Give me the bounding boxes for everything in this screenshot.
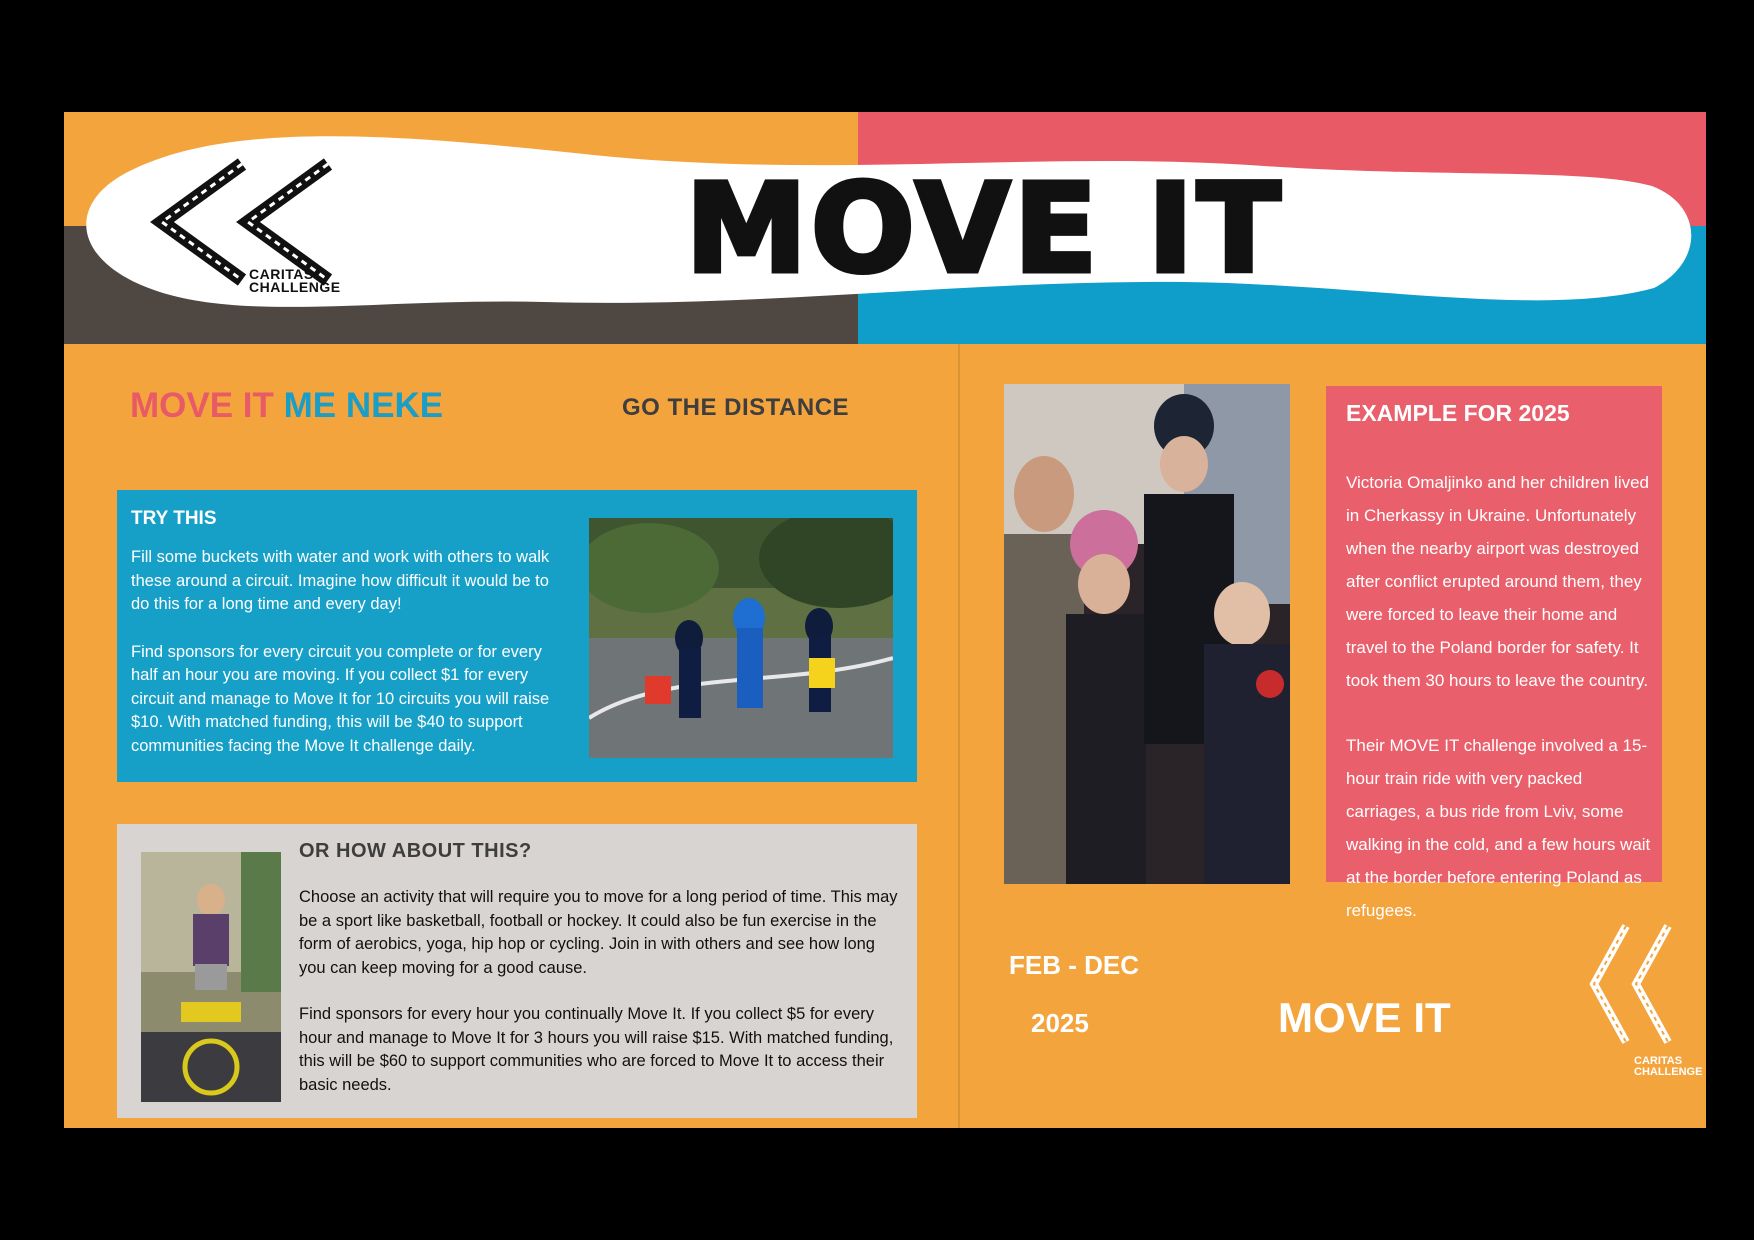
try-this-body bbox=[131, 546, 561, 782]
how-about-para2: Find sponsors for every hour you continually Move It. If you collect $5 for every hour and manage to Move It for 3 hours you will raise $15. With matched funding, this will be $60 to support communities who are forced to Move It to access their basic needs. bbox=[299, 1005, 894, 1094]
how-about-panel bbox=[117, 824, 917, 1118]
page-title: MOVE IT bbox=[685, 158, 1285, 300]
footer-logo-line1: CARITAS bbox=[1634, 1055, 1683, 1067]
family-photo bbox=[1004, 384, 1290, 884]
try-this-para1: Fill some buckets with water and work with others to walk these around a circuit. Imagine how difficult it would be to do this for a long time and every day! bbox=[131, 548, 550, 613]
example-body bbox=[1346, 466, 1656, 959]
how-about-para1: Choose an activity that will require you to move for a long period of time. This may be a sport like basketball, football or hockey. It could also be fun exercise in the form of aerobics, yoga, hip hop or cycling. Join in with others and see how long you can keep moving for a good cause. bbox=[299, 888, 898, 977]
logo-text-line2: CHALLENGE bbox=[249, 279, 341, 295]
poster-page bbox=[64, 112, 1706, 1128]
heading-move-it: MOVE IT bbox=[130, 386, 274, 425]
footer-logo-line2: CHALLENGE bbox=[1634, 1066, 1703, 1078]
footer-title: MOVE IT bbox=[1278, 994, 1451, 1041]
caritas-logo-footer-icon bbox=[1586, 920, 1676, 1048]
example-para2: Their MOVE IT challenge involved a 15-hour train ride with very packed carriages, a bus ride from Lviv, some walking in the cold, and a few hours wait at the border before entering Poland as refugees. bbox=[1346, 736, 1651, 920]
example-panel bbox=[1326, 386, 1662, 920]
date-range: FEB - DEC bbox=[1009, 950, 1139, 980]
how-about-title: OR HOW ABOUT THIS? bbox=[299, 840, 532, 862]
example-para1: Victoria Omaljinko and her children lived in Cherkassy in Ukraine. Unfortunately when the nearby airport was destroyed after conflict erupted around them, they were forced to leave their home and travel to the Poland border for safety. It took them 30 hours to leave the country. bbox=[1346, 473, 1650, 690]
example-title: EXAMPLE FOR 2025 bbox=[1346, 400, 1570, 426]
logo-text-line1: CARITAS bbox=[249, 266, 314, 282]
try-this-panel bbox=[117, 490, 917, 782]
cycling-photo bbox=[141, 852, 281, 1102]
buckets-photo bbox=[589, 518, 893, 758]
heading-me-neke: ME NEKE bbox=[283, 386, 444, 425]
section-heading bbox=[130, 386, 443, 426]
try-this-para2: Find sponsors for every circuit you complete or for every half an hour you are moving. If you collect $1 for every circuit and manage to Move It for 10 circuits you will raise $10. With matched funding, this will be $40 to support communities facing the Move It challenge daily. bbox=[131, 642, 550, 755]
how-about-body bbox=[299, 886, 899, 1120]
date-year: 2025 bbox=[1031, 1008, 1089, 1038]
subheading: GO THE DISTANCE bbox=[622, 394, 850, 421]
page-fold-divider bbox=[958, 344, 960, 1128]
footer-logo-wordmark bbox=[1634, 1056, 1702, 1078]
try-this-title: TRY THIS bbox=[131, 508, 217, 529]
